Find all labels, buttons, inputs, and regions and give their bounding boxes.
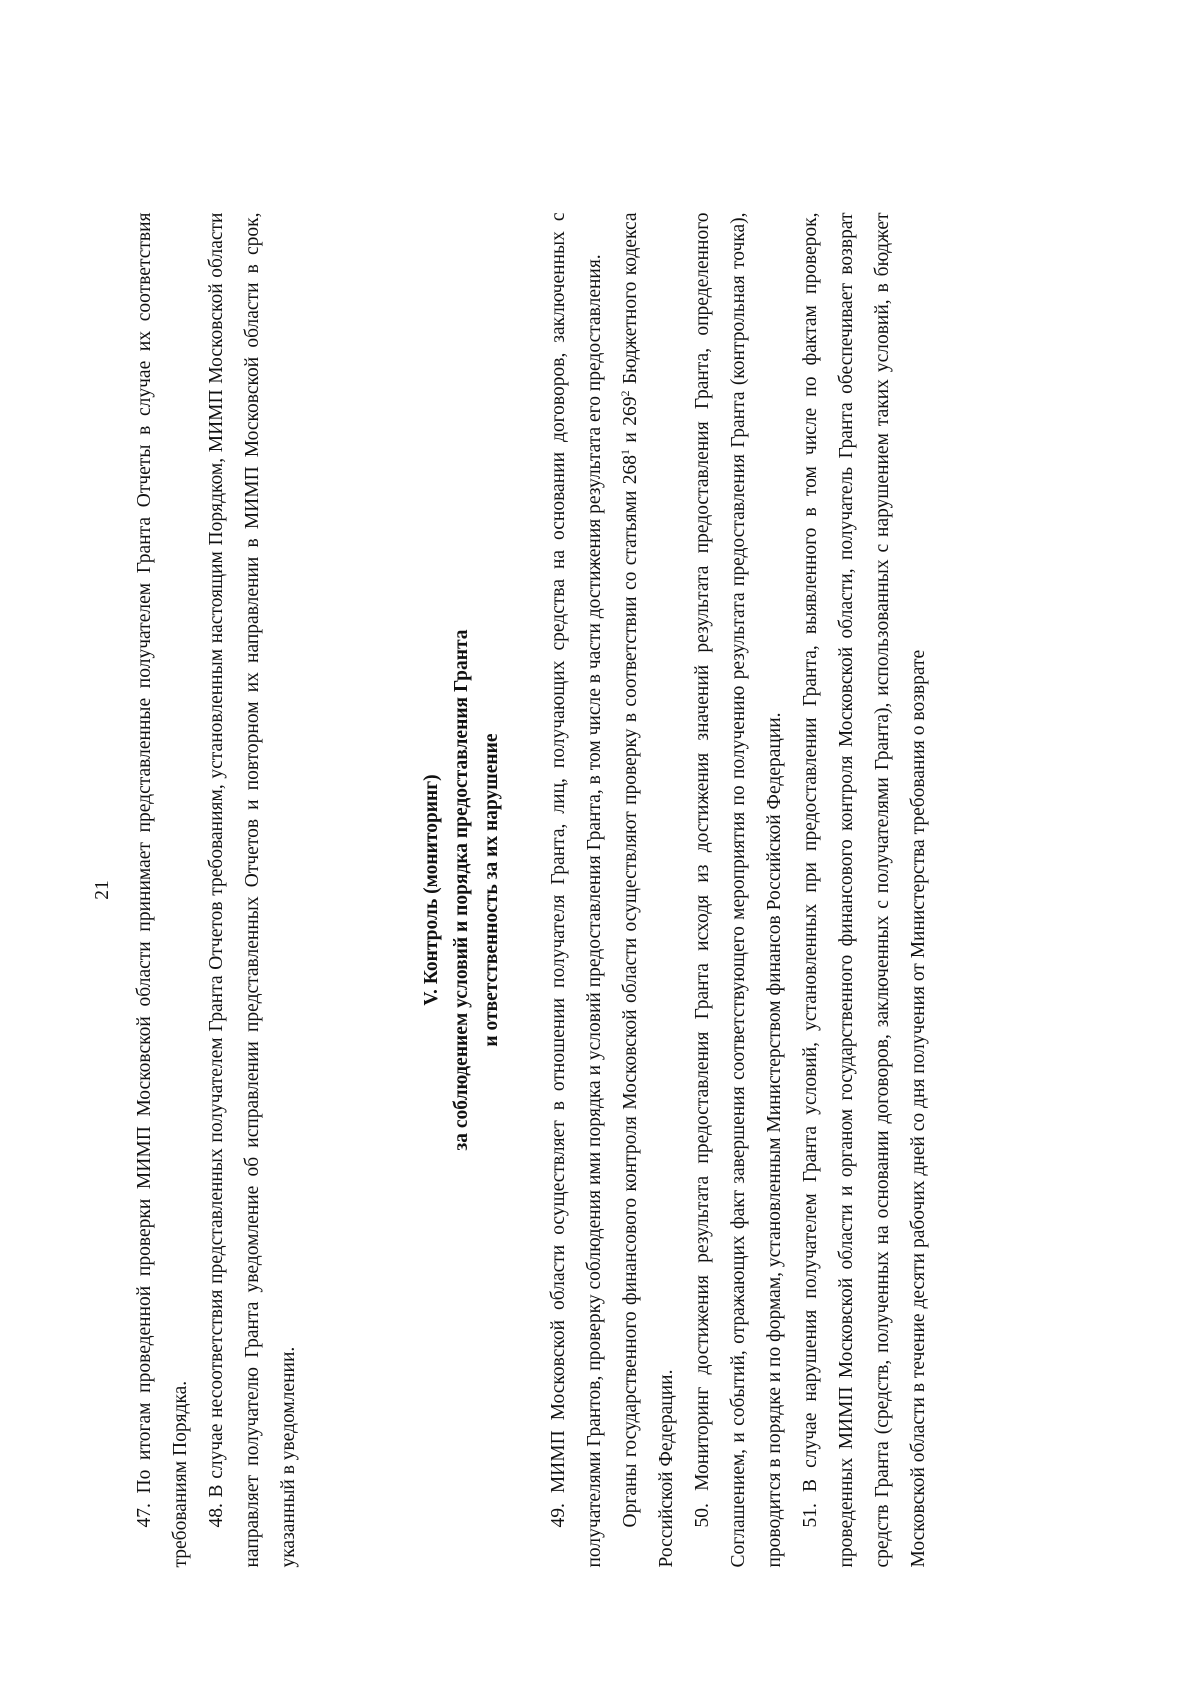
paragraph-49b-text-end: Бюджетного кодекса Российской Федерации.: [620, 212, 677, 1567]
paragraph-49b-text-middle: и 269: [620, 396, 641, 449]
paragraph-47: 47. По итогам проведенной проверки МИМП Московской области принимает представленные получателем Гранта Отчеты в случае их соответствия требованиям Порядка.: [134, 212, 191, 1567]
section-heading-line-2: за соблюдением условий и порядка предоставления Гранта: [451, 628, 472, 1151]
paragraph-49: 49. МИМП Московской области осуществляет в отношении получателя Гранта, лиц, получающих средства на основании договоров, заключенных с получателями Грантов, проверку соблюдения ими порядка и условий предоставления Гранта, в том числе в части достижения результата его предоставления.: [548, 212, 605, 1567]
page-number: 21: [92, 879, 113, 900]
section-heading: [417, 212, 507, 1567]
paragraph-50: 50. Мониторинг достижения результата предоставления Гранта исходя из достижения значений результата предоставления Гранта, определенного Соглашением, и событий, отражающих факт завершения соответствующего мероприятия по получению результата предоставления Гранта (контрольная точка), проводится в порядке и по формам, установленным Министерством финансов Российской Федерации.: [692, 212, 785, 1567]
section-heading-line-3: и ответственность за их нарушение: [481, 732, 502, 1047]
paragraph-48: 48. В случае несоответствия представленных получателем Гранта Отчетов требованиям, установленным настоящим Порядком, МИМП Московской области направляет получателю Гранта уведомление об исправлении представленных Отчетов и повторном их направлении в МИМП Московской области в срок, указанный в уведомлении.: [206, 212, 299, 1567]
section-heading-line-1: V. Контроль (мониторинг): [421, 773, 442, 1006]
document-page: [85, 212, 1165, 1567]
paragraph-51: 51. В случае нарушения получателем Гранта условий, установленных при предоставлении Гранта, выявленного в том числе по фактам проверок, проведенных МИМП Московской области и органом государственного финансового контроля Московской области, получатель Гранта обеспечивает возврат средств Гранта (средств, полученных на основании договоров, заключенных с получателями Гранта), использованных с нарушением таких условий, в бюджет Московской области в течение десяти рабочих дней со дня получения от Министерства требования о возврате: [800, 212, 929, 1567]
paragraph-49-financial-control: [613, 212, 685, 1567]
superscript-1: 1: [618, 448, 632, 455]
spacer: [307, 212, 417, 1567]
paragraph-49b-text-start: Органы государственного финансового контроля Московской области осуществляют проверку в соответствии со статьями 268: [620, 454, 641, 1527]
superscript-2: 2: [618, 390, 632, 397]
